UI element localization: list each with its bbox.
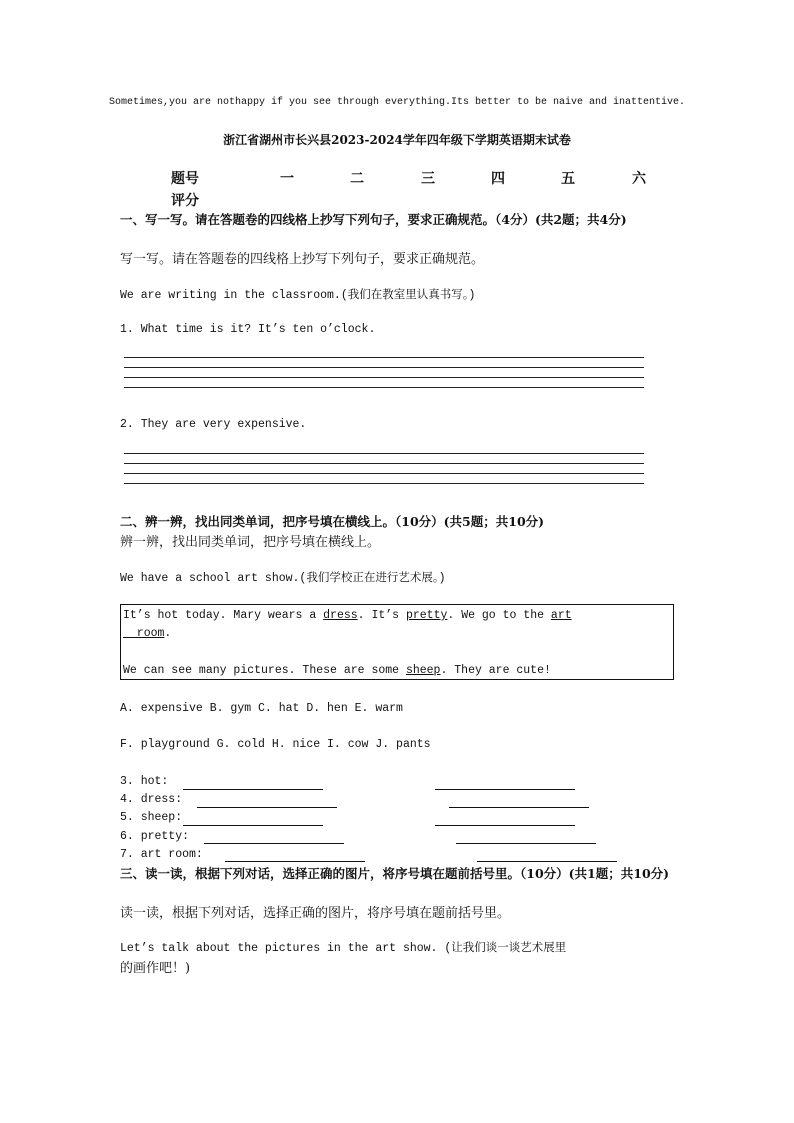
score-col-1: 一 — [280, 171, 294, 187]
passage-text: . They are cute! — [440, 664, 551, 677]
score-col-3: 三 — [421, 171, 435, 187]
section2-example: We have a school art show.(我们学校正在进行艺术展。) — [120, 572, 446, 585]
section3-heading: 三、读一读，根据下列对话，选择正确的图片，将序号填在题前括号里。（10分）(共1题；共10分) — [120, 866, 670, 881]
section3-example-line-2: 的画作吧！) — [120, 961, 191, 976]
score-table-row2-label: 评分 — [171, 193, 199, 209]
four-line-grid-2[interactable] — [124, 453, 644, 493]
reading-passage-box — [120, 604, 674, 680]
page-title: 浙江省湖州市长兴县2023-2024学年四年级下学期英语期末试卷 — [223, 133, 571, 147]
score-col-6: 六 — [632, 171, 646, 187]
score-col-4: 四 — [491, 171, 505, 187]
answer-blank-5b[interactable] — [435, 825, 575, 826]
answer-blank-6b[interactable] — [456, 843, 596, 844]
underlined-word-pretty: pretty — [405, 609, 448, 622]
answer-blank-6a[interactable] — [204, 843, 344, 844]
score-col-5: 五 — [561, 171, 575, 187]
answer-blank-7b[interactable] — [477, 861, 617, 862]
answer-blank-3b[interactable] — [435, 789, 575, 790]
options-row-2: F. playground G. cold H. nice I. cow J. pants — [120, 738, 431, 751]
score-table-row1-label: 题号 — [171, 171, 199, 187]
motto-line: Sometimes,you are nothappy if you see through everything.Its better to be naive and inattentive. — [108, 97, 686, 108]
answer-blank-3a[interactable] — [183, 789, 323, 790]
passage-text: . It’s — [357, 609, 406, 622]
section3-example-line-1: Let’s talk about the pictures in the art show. (让我们谈一谈艺术展里 — [120, 942, 567, 955]
section1-example: We are writing in the classroom.(我们在教室里认真书写。) — [120, 289, 476, 302]
section1-instruction: 写一写。请在答题卷的四线格上抄写下列句子，要求正确规范。 — [120, 252, 485, 267]
passage-text: It’s hot today. Mary wears a — [123, 609, 324, 622]
answer-blank-5a[interactable] — [183, 825, 323, 826]
question-1: 1. What time is it? It’s ten o’clock. — [120, 323, 376, 336]
section2-instruction: 辨一辨，找出同类单词，把序号填在横线上。 — [120, 535, 381, 550]
passage-line-1 — [123, 609, 572, 622]
question-3-label: 3. hot: — [120, 775, 169, 788]
question-4-label: 4. dress: — [120, 793, 183, 806]
answer-blank-7a[interactable] — [225, 861, 365, 862]
passage-text: . We go to the — [447, 609, 551, 622]
underlined-word-art: art — [550, 609, 572, 622]
answer-blank-4a[interactable] — [197, 807, 337, 808]
answer-blank-4b[interactable] — [449, 807, 589, 808]
question-7-label: 7. art room: — [120, 848, 203, 861]
question-2: 2. They are very expensive. — [120, 418, 307, 431]
section3-instruction: 读一读，根据下列对话，选择正确的图片，将序号填在题前括号里。 — [120, 906, 511, 921]
passage-line-2 — [123, 627, 171, 640]
question-6-label: 6. pretty: — [120, 830, 190, 843]
options-row-1: A. expensive B. gym C. hat D. hen E. warm — [120, 702, 403, 715]
section1-heading: 一、写一写。请在答题卷的四线格上抄写下列句子，要求正确规范。（4分）(共2题；共4分) — [120, 212, 627, 227]
passage-line-3 — [123, 664, 551, 677]
underlined-word-sheep: sheep — [405, 664, 441, 677]
score-col-2: 二 — [350, 171, 364, 187]
underlined-word-room: room — [123, 627, 165, 640]
question-5-label: 5. sheep: — [120, 811, 183, 824]
section2-heading: 二、辨一辨，找出同类单词，把序号填在横线上。（10分）(共5题；共10分) — [120, 514, 545, 529]
passage-text: . — [164, 627, 172, 640]
four-line-grid-1[interactable] — [124, 357, 644, 397]
underlined-word-dress: dress — [323, 609, 358, 622]
passage-text: We can see many pictures. These are some — [123, 664, 406, 677]
